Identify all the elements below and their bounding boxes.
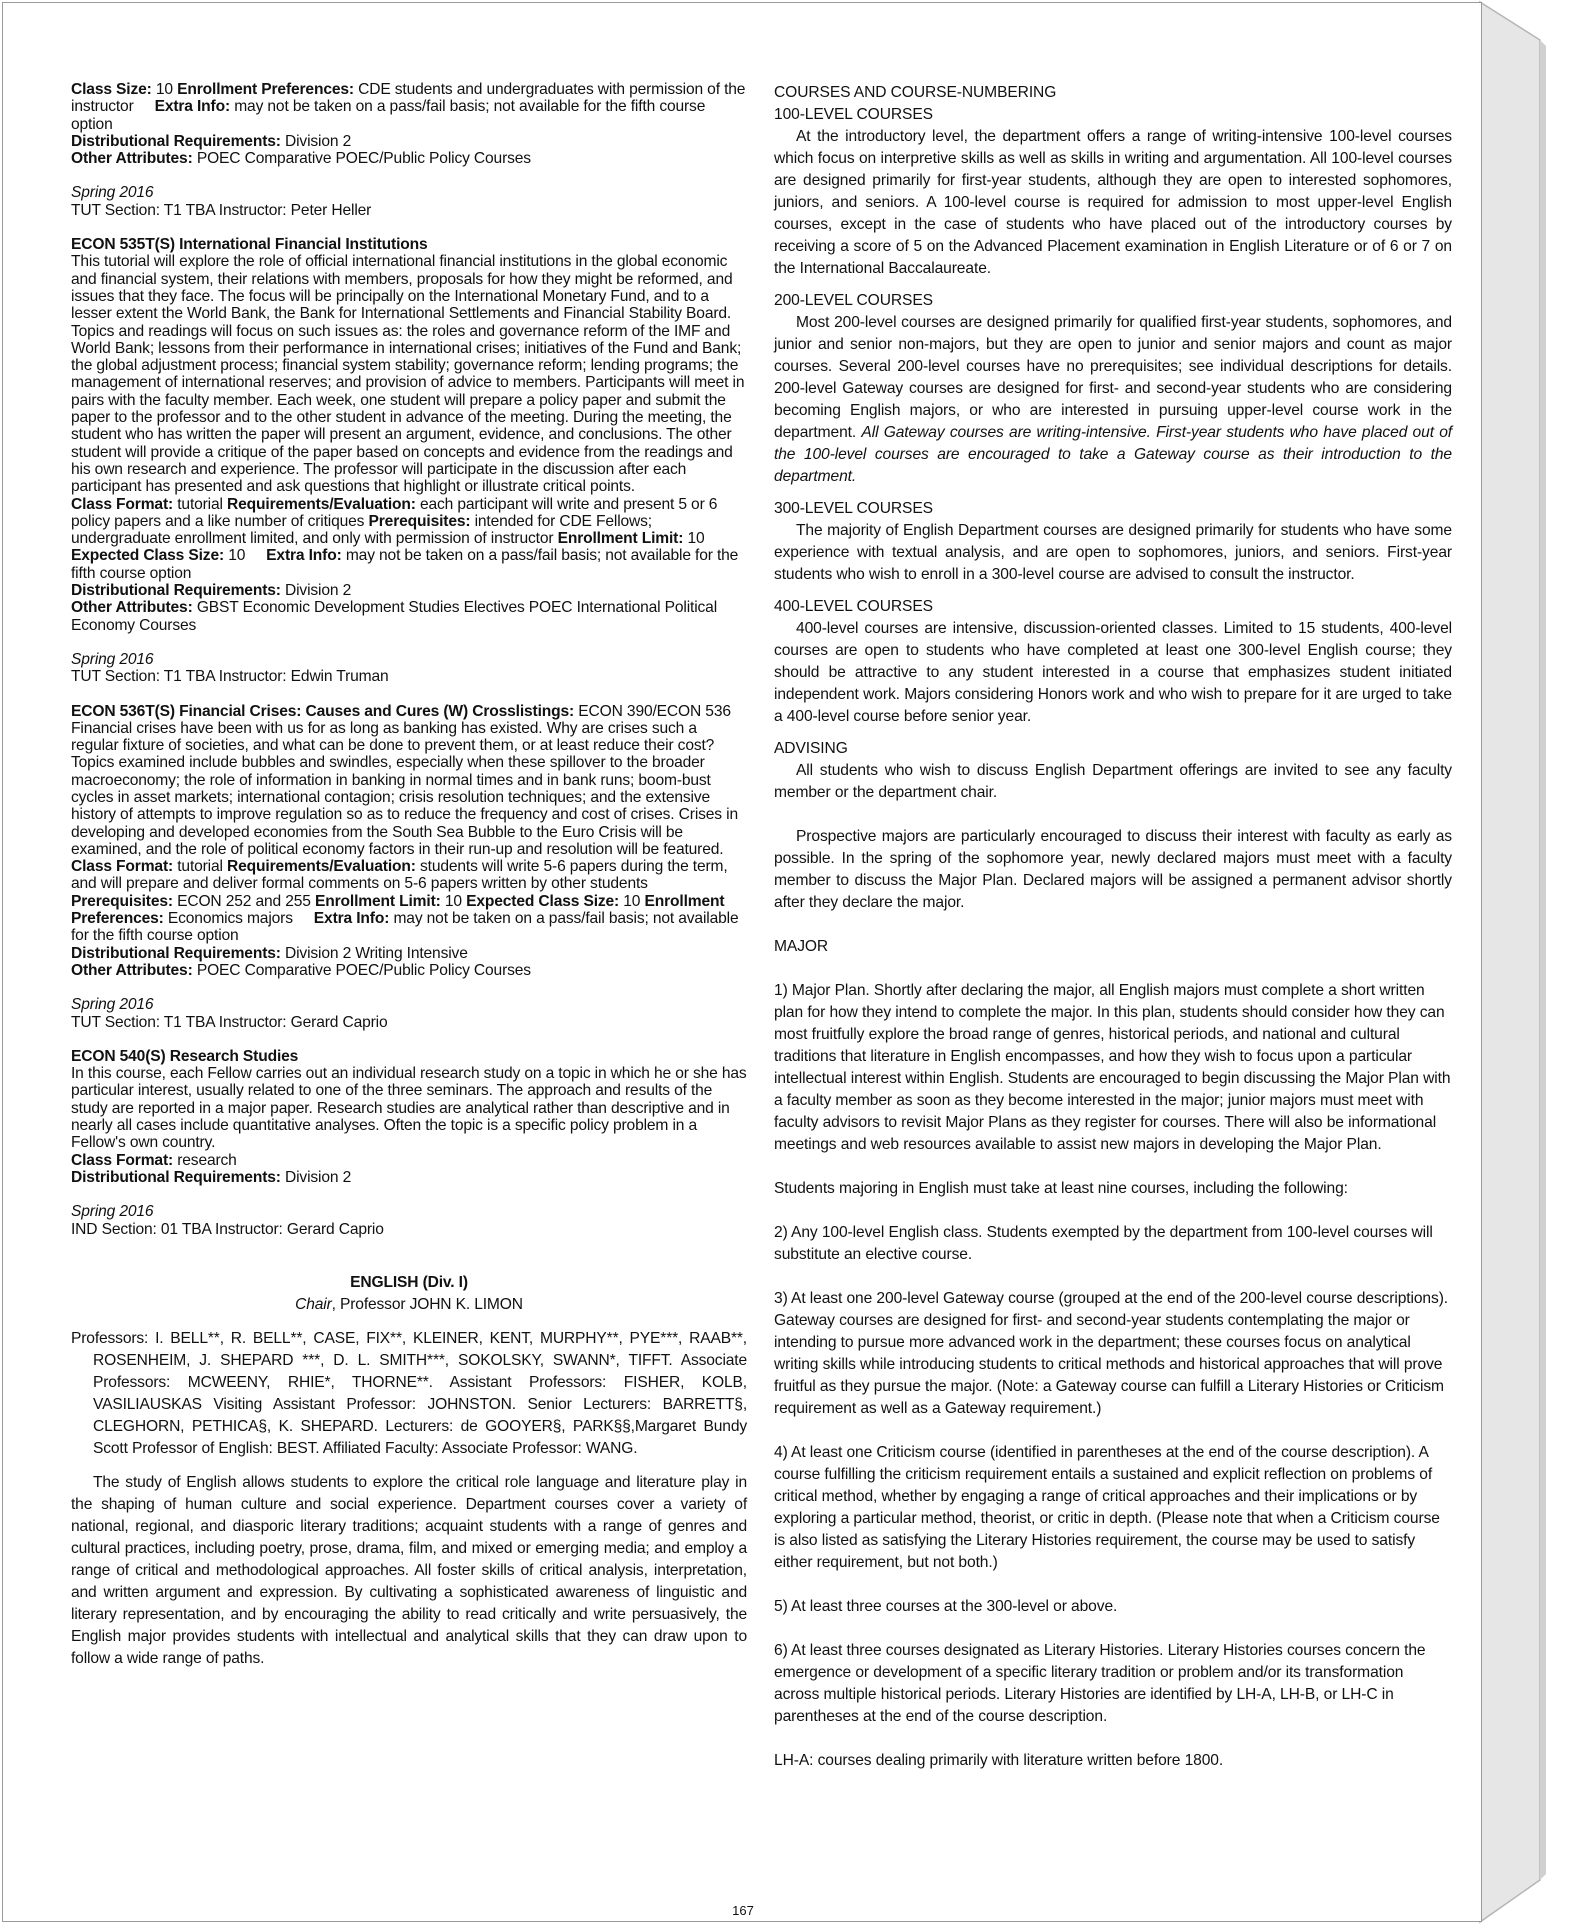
dist-req-line: Distributional Requirements: Division 2 — [71, 132, 352, 150]
department-intro: The study of English allows students to explore the critical role language and literature play in the shaping of human culture and social experience. Department courses cover a variety of national, regional, and diasporic literary traditions; acquaint students with a range of genres and cultural practices, including poetry, prose, drama, film, and mixed or emerging media; and employ a range of critical and methodological approaches. All foster skills of critical analysis, interpretation, and written argument and expression. By cultivating a sophisticated awareness of linguistic and literary representation, and by encouraging the ability to read critically and write persuasively, the English major provides students with intellectual and analytical skills that they can draw upon to follow a wide range of paths. — [71, 1473, 747, 1667]
other-attr-line: Other Attributes: POEC Comparative POEC/Public Policy Courses — [71, 150, 531, 168]
department-chair: Chair, Professor JOHN K. LIMON — [295, 1295, 523, 1313]
major-item-3: 3) At least one 200-level Gateway course (grouped at the end of the 200-level course descriptions). Gateway courses are designed for first- and second-year students contemplating the major or intending to pursue more advanced work in the department; these courses focus on analytical writing skills while introducing students to critical methods and historical approaches that will prove fruitful as they pursue the major. (Note: a Gateway course can fulfill a Literary Histories or Criticism requirement as well as a Gateway requirement.) — [774, 1290, 1449, 1417]
section-heading-200: 200-LEVEL COURSES — [774, 292, 933, 309]
course-description-econ535: This tutorial will explore the role of official international financial institutions in the global economic and financial system, their relations with members, proposals for how they might be reformed, and issues that they face. The focus will be principally on the International Monetary Fund, and to a lesser extent the World Bank, the Bank for International Settlements and Financial Stability Board. Topics and readings will focus on such issues as: the roles and governance reform of the IMF and World Bank; lessons from their performance in international crises; initiatives of the Fund and Bank; the global adjustment process; financial system stability; governance reform; lending programs; the management of international reserves; and provision of advice to members. Participants will meet in pairs with the faculty member. Each week, one student will prepare a policy paper and submit the paper to the professor and to the other student in advance of the meeting. During the meeting, the student who has written the paper will present an argument, evidence, and conclusions. The other student will provide a critique of the paper based on concepts and evidence from the readings and his own research and experience. The professor will participate in the discussion after each participant has presented and ask questions that highlight or illustrate critical points. — [71, 253, 745, 496]
section-line: IND Section: 01 TBA Instructor: Gerard Caprio — [71, 1220, 384, 1238]
section-heading-400: 400-LEVEL COURSES — [774, 598, 933, 615]
section-heading-advising: ADVISING — [774, 740, 848, 757]
major-item-4: 4) At least one Criticism course (identified in parentheses at the end of the course description). A course fulfilling the criticism requirement entails a sustained and explicit reflection on problems of critical method, whether by engaging a range of critical approaches and their implications or by exploring a particular method, theorist, or critic in depth. (Please note that when a Criticism course is also listed as satisfying the Literary Histories requirement, the course may be used to satisfy either requirement, but not both.) — [774, 1444, 1440, 1571]
course-description-econ540: In this course, each Fellow carries out an individual research study on a topic in which he or she has particular interest, usually related to one of the three seminars. The approach and results of the study are reported in a major paper. Research studies are analytical rather than descriptive and in nearly all cases include quantitative analyses. Often the topic is a specific policy problem in a Fellow's own country. — [71, 1065, 747, 1152]
left-column — [71, 81, 747, 1670]
other-attr-econ535: Other Attributes: GBST Economic Development Studies Electives POEC International Political Economy Courses — [71, 599, 718, 634]
class-format-econ540: Class Format: research — [71, 1151, 237, 1169]
course-title-econ540: ECON 540(S) Research Studies — [71, 1047, 299, 1065]
document-page — [2, 2, 1482, 1922]
term-label: Spring 2016 — [71, 184, 154, 202]
department-heading: ENGLISH (Div. I) — [350, 1273, 468, 1291]
section-line: TUT Section: T1 TBA Instructor: Peter Heller — [71, 201, 372, 219]
other-attr-econ536: Other Attributes: POEC Comparative POEC/Public Policy Courses — [71, 961, 531, 979]
text-300-level: The majority of English Department courses are designed primarily for students who have some experience with textual analysis, and are open to sophomores, juniors, and seniors. First-year students who wish to enroll in a 300-level course are advised to consult the instructor. — [774, 522, 1452, 583]
section-heading-100: 100-LEVEL COURSES — [774, 106, 933, 123]
term-label: Spring 2016 — [71, 1203, 154, 1221]
dist-req-econ536: Distributional Requirements: Division 2 Writing Intensive — [71, 944, 468, 962]
text-advising-2: Prospective majors are particularly encouraged to discuss their interest with faculty as early as possible. In the spring of the sophomore year, newly declared majors must meet with a faculty member to discuss the Major Plan. Declared majors will be assigned a permanent advisor shortly after they declare the major. — [774, 828, 1452, 911]
major-item-6: 6) At least three courses designated as Literary Histories. Literary Histories courses concern the emergence or development of a specific literary tradition or problem and/or its transformation across multiple historical periods. Literary Histories are identified by LH-A, LH-B, or LH-C in parentheses at the end of the course description. — [774, 1642, 1426, 1725]
course-title-econ536: ECON 536T(S) Financial Crises: Causes and Cures (W) Crosslistings: ECON 390/ECON 536 — [71, 702, 731, 720]
section-line: TUT Section: T1 TBA Instructor: Edwin Truman — [71, 668, 389, 686]
major-item-5: 5) At least three courses at the 300-level or above. — [774, 1598, 1118, 1615]
text-100-level: At the introductory level, the department offers a range of writing-intensive 100-level courses which focus on interpretive skills as well as skills in writing and argumentation. All 100-level courses are designed primarily for first-year students, although they are open to interested sophomores, juniors, and seniors. A 100-level course is required for admission to most upper-level English courses, except in the case of students who have placed out of the introductory courses by receiving a score of 5 on the Advanced Placement examination in English Literature or of 6 or 7 on the International Baccalaureate. — [774, 128, 1452, 277]
dist-req-econ540: Distributional Requirements: Division 2 — [71, 1168, 352, 1186]
course-title-econ535: ECON 535T(S) International Financial Institutions — [71, 236, 428, 254]
lh-a-definition: LH-A: courses dealing primarily with literature written before 1800. — [774, 1752, 1224, 1769]
major-item-2: 2) Any 100-level English class. Students exempted by the department from 100-level courses will substitute an elective course. — [774, 1224, 1433, 1263]
text-200-level: Most 200-level courses are designed primarily for qualified first-year students, sophomores, and junior and senior non-majors, but they are open to junior and senior majors and count as major courses. Several 200-level courses have no prerequisites; see individual descriptions for details. 200-level Gateway courses are designed for first- and second-year students who are considering becoming English majors, or who are interested in pursuing upper-level course work in the department. All Gateway courses are writing-intensive. First-year students who have placed out of the 100-level courses are encouraged to take a Gateway course as their introduction to the department. — [774, 314, 1453, 485]
text-advising-1: All students who wish to discuss English Department offerings are invited to see any faculty member or the department chair. — [774, 762, 1452, 801]
dist-req-econ535: Distributional Requirements: Division 2 — [71, 582, 352, 600]
course-details-econ535: Class Format: tutorial Requirements/Evaluation: each participant will write and present 5 or 6 policy papers and a like number of critiques Prerequisites: intended for CDE Fellows; undergraduate enrollment limited, and only with permission of instructor Enrollment Limit: 10 Expected Class Size: 10 Extra Info: may not be taken on a pass/fail basis; not available for the fifth course option — [71, 495, 739, 582]
major-intro: Students majoring in English must take at least nine courses, including the following: — [774, 1180, 1348, 1197]
faculty-list: Professors: I. BELL**, R. BELL**, CASE, FIX**, KLEINER, KENT, MURPHY**, PYE***, RAAB**, ROSENHEIM, J. SHEPARD ***, D. L. SMITH***, SOKOLSKY, SWANN*, TIFFT. Associate Professors: MCWEENY, RHIE*, THORNE**. Assistant Professors: FISHER, KOLB, VASILIAUSKAS Visiting Assistant Professor: JOHNSTON. Senior Lecturers: BARRETT§, CLEGHORN, PETHICA§, K. SHEPARD. Lecturers: de GOOYER§, PARK§§,Margaret Bundy Scott Professor of English: BEST. Affiliated Faculty: Associate Professor: WANG. — [71, 1329, 747, 1457]
section-line: TUT Section: T1 TBA Instructor: Gerard Caprio — [71, 1013, 388, 1031]
course-description-econ536: Financial crises have been with us for as long as banking has existed. Why are crises such a regular fixture of societies, and what can be done to prevent them, or at least reduce their cost? Topics examined include bubbles and swindles, especially when these spillover to the broader macroeconomy; the role of information in banking in normal times and in bank runs; boom-bust cycles in asset markets; international contagion; crisis resolution techniques; and the extensive history of attempts to improve regulation so as to reduce the frequency and cost of crises. Crises in developing and developed economies from the South Sea Bubble to the Euro Crisis will be examined, and the role of political economy factors in their run-up and resolution will be featured. — [71, 719, 738, 858]
right-column — [774, 82, 1452, 1772]
section-heading-courses: COURSES AND COURSE-NUMBERING — [774, 84, 1057, 101]
section-heading-major: MAJOR — [774, 938, 829, 955]
class-size-line: Class Size: 10 Enrollment Preferences: CDE students and undergraduates with permission of the instructor Extra Info: may not be taken on a pass/fail basis; not available for the fifth course option — [71, 81, 746, 133]
page-number: 167 — [732, 1903, 754, 1918]
text-400-level: 400-level courses are intensive, discussion-oriented classes. Limited to 15 students, 400-level courses are open to students who have completed at least one 300-level English course; they should be attractive to any student interested in a course that emphasizes student initiated independent work. Majors considering Honors work and who wish to prepare for it are urged to take a 400-level course before senior year. — [774, 620, 1452, 725]
term-label: Spring 2016 — [71, 650, 154, 668]
course-details-econ536: Class Format: tutorial Requirements/Evaluation: students will write 5-6 papers during the term, and will prepare and deliver formal comments on 5-6 papers written by other students Prerequisites: ECON 252 and 255 Enrollment Limit: 10 Expected Class Size: 10 Enrollment Preferences: Economics majors Extra Info: may not be taken on a pass/fail basis; not available for the fifth course option — [71, 858, 739, 945]
section-heading-300: 300-LEVEL COURSES — [774, 500, 933, 517]
term-label: Spring 2016 — [71, 996, 154, 1014]
major-item-1: 1) Major Plan. Shortly after declaring the major, all English majors must complete a short written plan for how they intend to complete the major. In this plan, students should consider how they can most fruitfully explore the broad range of genres, historical periods, and national and cultural traditions that literature in English encompasses, and how they wish to focus upon a particular intellectual interest within English. Students are encouraged to begin discussing the Major Plan with a faculty member as soon as they become interested in the major; junior majors must meet with faculty advisors to revisit Major Plans as they register for courses. There will also be informational meetings and web resources available to assist new majors in developing the Major Plan. — [774, 982, 1451, 1153]
